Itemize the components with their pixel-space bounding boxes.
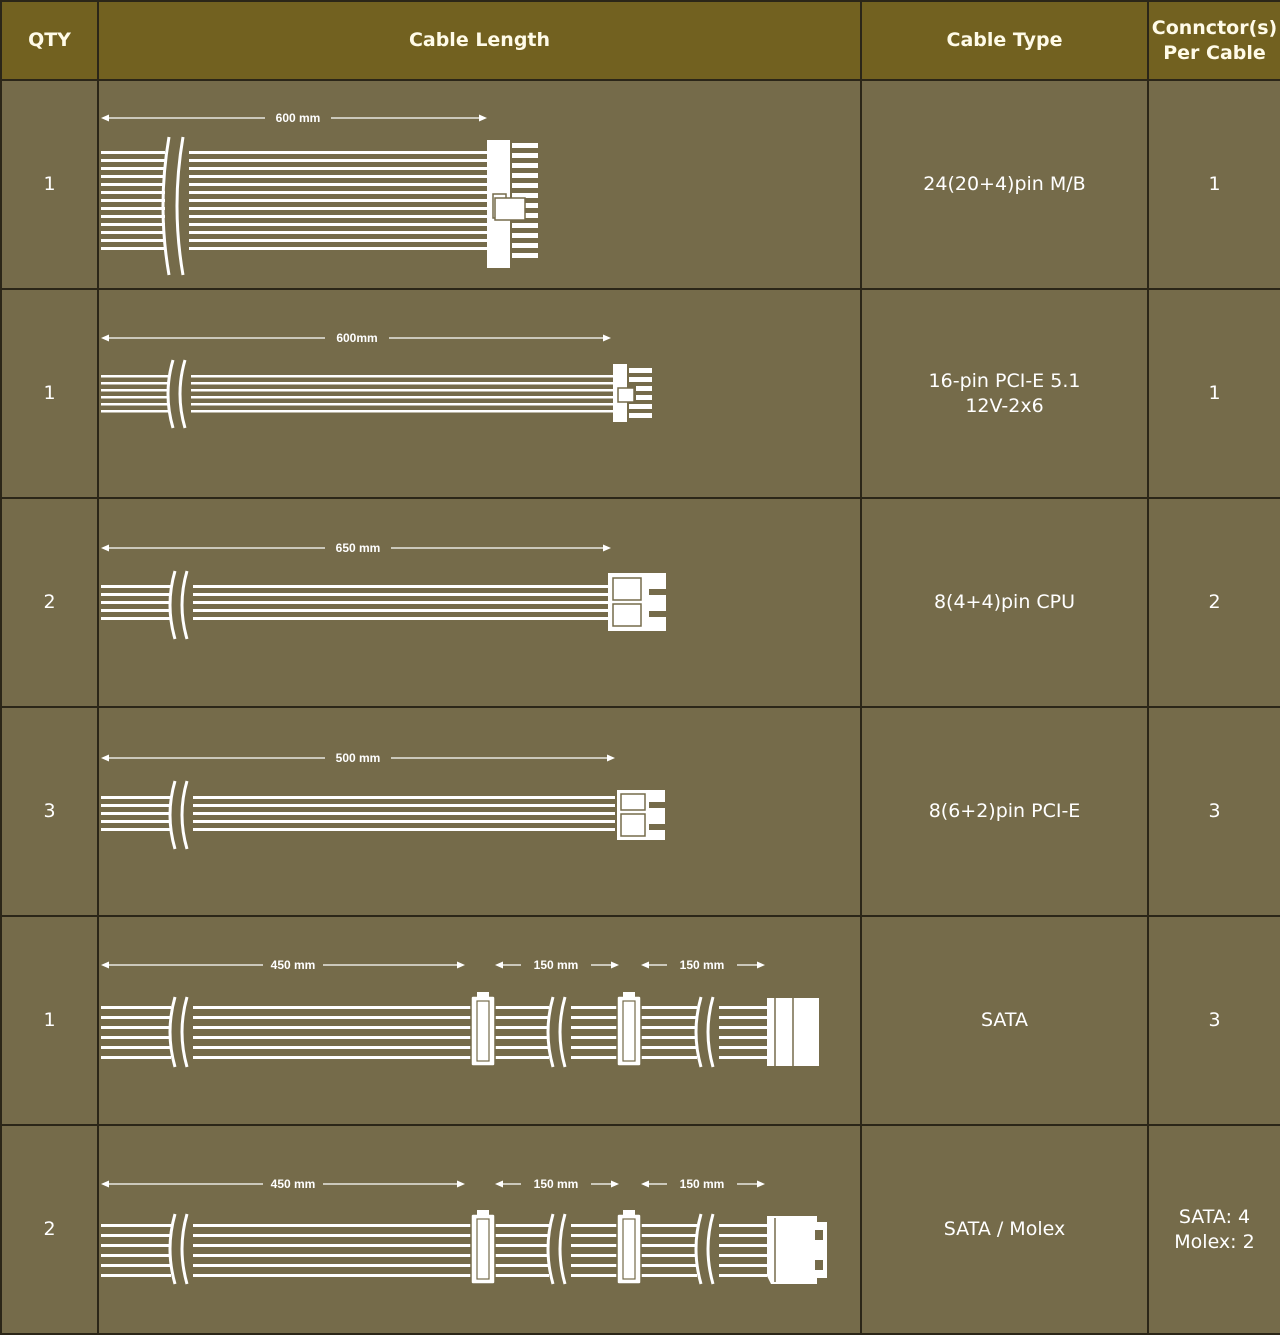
sata-inline-connector-1 [471, 1210, 495, 1284]
cable-wires [101, 151, 487, 250]
cable-diagram-mb [98, 80, 861, 289]
sata-cable-illustration [99, 917, 861, 1125]
pcie-16pin-connector [613, 364, 652, 422]
header-qty: QTY [1, 1, 98, 80]
sata-inline-connector-2 [617, 1210, 641, 1284]
connectors-cell: 3 [1148, 707, 1280, 916]
molex-end-connector [767, 1216, 827, 1284]
sata-molex-cable-illustration [99, 1126, 861, 1334]
connectors-cell: 1 [1148, 80, 1280, 289]
length-label: 650 mm [335, 541, 381, 555]
length-dimension [101, 751, 615, 765]
cable-diagram-cpu [98, 498, 861, 707]
header-cable-length: Cable Length [98, 1, 861, 80]
header-connectors-label: Connctor(s) Per Cable [1151, 16, 1278, 64]
length-dimension [101, 111, 487, 125]
connectors-cell [1148, 1125, 1280, 1334]
sata-inline-connector-2 [617, 992, 641, 1066]
connectors-cell: 2 [1148, 498, 1280, 707]
cable-break-mark [163, 137, 189, 275]
cable-break-mark [168, 360, 191, 428]
header-row [1, 1, 1280, 80]
cpu-8pin-cable-illustration [99, 499, 861, 707]
length-dimension [101, 331, 611, 345]
length-label: 600 mm [275, 111, 321, 125]
pcie-8pin-connector [617, 790, 665, 840]
cable-diagram-sata-molex [98, 1125, 861, 1334]
table-row [1, 498, 1280, 707]
length-label-main: 450 mm [270, 958, 316, 972]
length-label-main: 450 mm [270, 1177, 316, 1191]
cable-type-cell: SATA [861, 916, 1148, 1125]
mb-24pin-cable-illustration [99, 81, 861, 289]
qty-cell: 2 [1, 1125, 98, 1334]
length-label-segment-2: 150 mm [679, 1177, 725, 1191]
qty-cell: 1 [1, 289, 98, 498]
length-label-segment-1: 150 mm [533, 958, 579, 972]
table-row [1, 80, 1280, 289]
connectors-cell: 3 [1148, 916, 1280, 1125]
length-dimensions [101, 958, 765, 972]
cable-diagram-pcie16 [98, 289, 861, 498]
length-dimensions [101, 1177, 765, 1191]
cable-type-cell [861, 289, 1148, 498]
length-label-segment-1: 150 mm [533, 1177, 579, 1191]
cable-type-label: 16-pin PCI-E 5.1 12V-2x6 [928, 369, 1081, 417]
sata-end-connector [767, 998, 819, 1066]
table-row [1, 289, 1280, 498]
table-row [1, 916, 1280, 1125]
cable-type-cell: 8(4+4)pin CPU [861, 498, 1148, 707]
sata-inline-connector-1 [471, 992, 495, 1066]
header-cable-type: Cable Type [861, 1, 1148, 80]
qty-cell: 3 [1, 707, 98, 916]
qty-cell: 1 [1, 916, 98, 1125]
length-label-segment-2: 150 mm [679, 958, 725, 972]
cable-break-mark [170, 781, 193, 849]
connectors-label: SATA: 4 Molex: 2 [1174, 1205, 1255, 1253]
cable-type-cell: 8(6+2)pin PCI-E [861, 707, 1148, 916]
cable-break-mark [170, 571, 193, 639]
table-row [1, 707, 1280, 916]
cable-wires [101, 1006, 767, 1059]
mb-24pin-connector [487, 140, 538, 268]
header-connectors-per-cable [1148, 1, 1280, 80]
cable-diagram-pcie8 [98, 707, 861, 916]
pcie-16pin-cable-illustration [99, 290, 861, 498]
length-dimension [101, 541, 611, 555]
length-label: 600mm [336, 331, 378, 345]
qty-cell: 1 [1, 80, 98, 289]
pcie-8pin-cable-illustration [99, 708, 861, 916]
cpu-8pin-connector [608, 573, 666, 631]
qty-cell: 2 [1, 498, 98, 707]
cable-wires [101, 1224, 767, 1277]
cable-type-cell: 24(20+4)pin M/B [861, 80, 1148, 289]
connectors-cell: 1 [1148, 289, 1280, 498]
length-label: 500 mm [335, 751, 381, 765]
table-row [1, 1125, 1280, 1334]
cable-diagram-sata [98, 916, 861, 1125]
cable-type-cell: SATA / Molex [861, 1125, 1148, 1334]
